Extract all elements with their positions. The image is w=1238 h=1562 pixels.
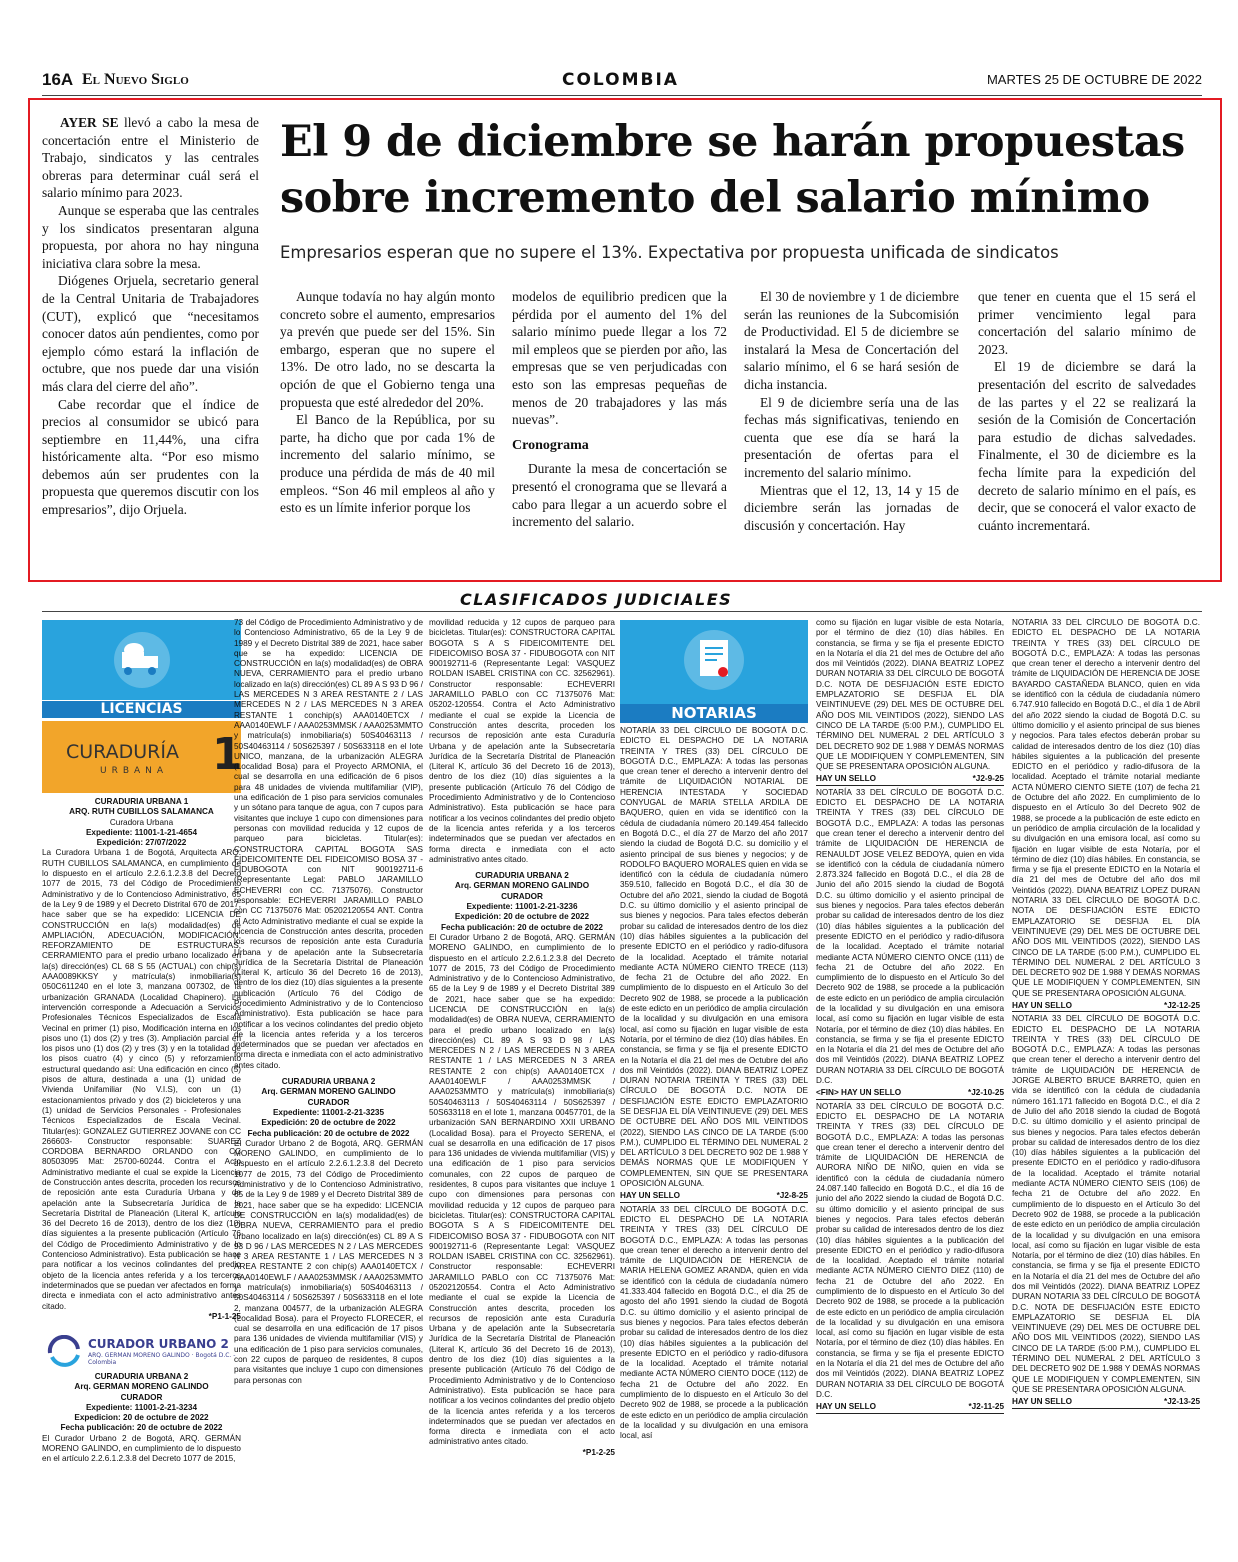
stamp-note: HAY UN SELLO — [620, 1191, 681, 1201]
stamp-note: HAY UN SELLO — [1012, 1397, 1073, 1407]
notice-heading: CURADOR — [120, 1392, 163, 1402]
licencias-label: LICENCIAS — [42, 701, 241, 718]
classified-column-6 — [1012, 618, 1200, 1522]
notice-body: El Curador Urbano 2 de Bogotá, ARQ. GERMÁN MORENO GALINDO, en cumplimiento de lo dispuesto en el artículo 2.2.6.1.2.3.8 del Decreto 1077 de 2015, 73 del Código de Procedimiento Administrativo y de lo Contencioso Administrativo, 65 de la Ley 9 de 1989 y el Decreto Distrital 389 de 2021, hace saber que se ha expedido: LICENCIA DE CONSTRUCCIÓN en la(s) modalidad(es) de OBRA NUEVA, CERRAMIENTO para el predio urbano localizado en la(s) dirección(es) CL 89 A S 93 D 96 / LAS MERCEDES N 2 / LAS MERCEDES N 3 AREA RESTANTE 1 / LAS MERCEDES N 3 AREA RESTANTE 2 con chip(s) AAA0140ETCX / AAA0140EWLF / AAA0253MMSK / AAA0253MMTO y matrícula(s) inmobiliaria(s) 50S40463113 / 50S40463114 / 50S625397 / 50S633118 en el lote 2, manzana 004577, de la urbanización ALEGRA (Localidad Bosa). para el Proyecto FLORECER, el cual se desarrolla en una edificación de 17 pisos para 136 unidades de vivienda multifamiliar (VIS) y una edificación de 1 piso para servicios comunales, con 22 cupos de parqueo de residentes, 8 cupos para visitantes que incluye 1 cupo con dimensiones para personas con — [234, 1138, 423, 1385]
stamp-note: HAY UN SELLO — [816, 774, 877, 784]
article-column-1 — [42, 114, 259, 519]
paragraph: modelos de equilibrio predicen que la pérdida por el aumento del 1% del salario mínimo puede llegar a los 72 mil empleos que se pierden por año, las empresas que se ven perjudicadas con esto son las empresas pequeñas de menos de 20 trabajadores y las más nuevas”. — [512, 289, 727, 428]
notice-code: *J2-13-25 — [1164, 1397, 1200, 1407]
notice-heading: CURADURIA URBANA 2 — [281, 1077, 376, 1087]
paragraph: El Banco de la República, por su parte, ha dicho que por cada 1% de incremento del salario mínimo, se produce una pérdida de más de 40 mil empleos. “Son 46 mil empleos al año y esto es un límite inferior porque los — [280, 412, 495, 516]
notice-body: NOTARÍA 33 DEL CÍRCULO DE BOGOTÁ D.C. EDICTO EL DESPACHO DE LA NOTARIA TREINTA Y TRES (33) DEL CÍRCULO DE BOGOTÁ D.C., EMPLAZA: A todas las personas que crean tener el derecho a intervenir dentro del trámite de LIQUIDACIÓN NOTARIAL DE HERENCIA INTESTADA Y SOCIEDAD CONYUGAL de MARIA STELLA ARDILA DE BAQUERO, quien en vida se identificó con la cédula de ciudadanía número 20.149.454 fallecido en Bogotá D.C., el día 27 de Marzo del año 2017 siendo la ciudad de Bogotá D.C. su domicilio y el asiento principal de sus bienes y negocios; y de RODOLFO BAQUERO MORALES quien en vida se identificó con la cédula de ciudadanía número 359.510, fallecido en Bogotá D.C., el día 30 de Octubre del año 2021, siendo la ciudad de Bogotá D.C. su último domicilio y el asiento principal de sus bienes y negocios. Para tales efectos deberán probar su calidad de interesados dentro de los diez (10) días hábiles siguientes a la publicación del presente EDICTO en el periódico y radio-difusora de la localidad. Aceptado el trámite notarial mediante ACTA NÚMERO CIENTO TRECE (113) de fecha 21 de Octubre del año 2022. En cumplimiento de lo dispuesto en el Artículo 3o del Decreto 902 de 1988, se procede a la publicación de este edicto en un periódico de amplia circulación de la localidad y su divulgación en una emisora local, así como su fijación en lugar visible de esta Notaría, por el término de diez (10) días hábiles. En constancia, se firma y se fija el presente EDICTO en la Notaría el día 21 del mes de Octubre del año dos mil Veintidós (2022). DIANA BEATRIZ LOPEZ DURAN NOTARIA TREINTA Y TRES (33) DEL CÍRCULO DE BOGOTÁ D.C. NOTA DE DESFIJACIÓN ESTE EDICTO EMPLAZATORIO SE DESFIJA EL DÍA VEINTINUEVE (29) DEL MES DE OCTUBRE DEL AÑO DOS MIL VEINTIDOS (2022), SIENDO LAS CINCO DE LA TARDE (5:00 P.M.), CUMPLIDO EL TÉRMINO DEL NUMERAL 2 DEL ARTÍCULO 3 DEL DECRETO 902 DE 1.988 Y DEMÁS NORMAS QUE LE MODIFIQUEN Y COMPLEMENTEN, SIN QUE SE PRESENTARA OPOSICIÓN ALGUNA. — [620, 726, 808, 1189]
notice-reference: *P1-2-25 — [582, 1447, 615, 1457]
lede-bold: AYER SE — [60, 115, 119, 130]
classified-column-1b — [42, 1372, 241, 1522]
notice-heading: Curadora Urbana — [109, 817, 174, 827]
article-column-2 — [280, 288, 495, 517]
notice-body: El Curador Urbano 2 de Bogotá, ARQ. GERMÁN MORENO GALINDO, en cumplimiento de lo dispuesto en el artículo 2.2.6.1.2.3.8 del Decreto 1077 de 2015, — [42, 1433, 241, 1464]
curador-2-logo-sub: ARQ. GERMAN MORENO GALINDO · Bogotá D.C. - Colombia — [88, 1352, 236, 1366]
paragraph: Aunque se esperaba que las centrales y los sindicatos presentaran alguna propuesta, por ahora no hay ninguna iniciativa clara sobre la mesa. — [42, 202, 259, 271]
classifieds-title: CLASIFICADOS JUDICIALES — [460, 590, 733, 609]
curaduria-1-logo-number: 1 — [212, 729, 243, 780]
curaduria-1-logo — [42, 721, 241, 793]
curaduria-1-logo-sub: URBANA — [100, 766, 169, 776]
notice-heading: CURADURIA URBANA 2 — [475, 871, 569, 881]
notice-heading: Expediente: 11001-1-21-4654 — [85, 827, 198, 837]
classified-column-5 — [816, 618, 1004, 1522]
notice-reference — [620, 1191, 808, 1202]
article-column-5 — [978, 288, 1196, 534]
notice-body: El Curador Urbano 2 de Bogotá, ARQ. GERMÁN MORENO GALINDO, en cumplimiento de lo dispuesto en el artículo 2.2.6.1.2.3.8 del Decreto 1077 de 2015, 73 del Código de Procedimiento Administrativo y de lo Contencioso Administrativo, 65 de la Ley 9 de 1989 y el Decreto Distrital 389 de 2021, hace saber que se ha expedido: LICENCIA DE CONSTRUCCIÓN en la(s) modalidad(es) de OBRA NUEVA, CERRAMIENTO para el predio urbano localizado en la(s) dirección(es) CL 89 A S 93 D 98 / LAS MERCEDES N 2 / LAS MERCEDES N 3 AREA RESTANTE 1 / LAS MERCEDES N 3 AREA RESTANTE 2 con chip(s) AAA0140ETCX / AAA0140EWLF / AAA0253MMSK / AAA0253MMTO y matrícula(s) inmobiliaria(s) 50S40463113 / 50S40463114 / 50S625397 / 50S633118 en el lote 1, manzana 00457701, de la urbanización SAN BERNARDINO XXII URBANO (Localidad Bosa). para el Proyecto SERENA, el cual se desarrolla en una edificación de 17 pisos para 136 unidades de vivienda multifamiliar (VIS) y una edificación de 1 piso para servicios comunales, con 22 cupos de parqueo de residentes, 8 cupos para visitantes que incluye 1 cupo con dimensiones para personas con movilidad reducida y 12 cupos de parqueo para bicicletas. Titular(es): CONSTRUCTORA CAPITAL BOGOTA S A S FIDEICOMITENTE DEL FIDEICOMISO BOSA 37 - FIDUBOGOTA con NIT 900192711-6 (Representante Legal: VASQUEZ ROLDAN ISABEL CRISTINA con CC. 32562961). Constructor responsable: ECHEVERRI JARAMILLO PABLO con CC 71375076 Mat: 05202120554. Contra el Acto Administrativo mediante el cual se expide la Licencia de Construcción antes descrita, proceden los recursos de reposición ante esta Curaduría Urbana y de apelación ante la Subsecretaría Jurídica de la Secretaría Distrital de Planeación (Literal K, artículo 36 del Decreto 16 de 2013), dentro de los diez (10) días siguientes a la presente publicación (Artículo 76 del Código de Procedimiento Administrativo y de lo Contencioso Administrativo). Esta publicación se hace para notificar a los vecinos colindantes del predio objeto de la licencia antes referida y a los terceros indeterminados que se puedan ver afectados en forma directa e inmediata con el acto administrativo antes citado. — [429, 932, 615, 1447]
notice-heading: Fecha publicación: 20 de octubre de 2022 — [441, 922, 603, 932]
notice-code: *J2-9-25 — [972, 774, 1004, 784]
notarias-banner — [620, 620, 808, 704]
notice-reference — [816, 1402, 1004, 1413]
classifieds-rule — [42, 611, 1202, 612]
notice-code: *J2-12-25 — [1164, 1000, 1200, 1010]
issue-date: MARTES 25 DE OCTUBRE DE 2022 — [986, 72, 1202, 87]
notice-heading: Arq. GERMAN MORENO GALINDO — [74, 1382, 209, 1392]
article-column-3 — [512, 288, 727, 531]
classified-column-4 — [620, 726, 808, 1522]
notice-reference — [1012, 1001, 1200, 1012]
masthead — [42, 70, 1202, 96]
main-article — [28, 98, 1222, 582]
classified-column-1 — [42, 797, 241, 1327]
notice-heading: Expediente: 11001-2-21-3234 — [85, 1402, 198, 1412]
paragraph: Mientras que el 12, 13, 14 y 15 de diciembre serán las jornadas de discusión y concertación. Hay — [744, 482, 959, 533]
masthead-rule — [42, 95, 1202, 96]
notice-reference — [1012, 1397, 1200, 1408]
newspaper-name: El Nuevo Siglo — [82, 71, 189, 88]
paragraph: Durante la mesa de concertación se presentó el cronograma que se llevará a cabo para llegar a un acuerdo sobre el incremento del salario. — [512, 461, 727, 530]
notice-heading: Expediente: 11001-2-21-3235 — [272, 1107, 385, 1117]
classified-column-2 — [234, 618, 423, 1522]
article-headline: El 9 de diciembre se harán propuestas sobre incremento del salario mínimo — [280, 117, 1185, 223]
stamp-note: <FIN> HAY UN SELLO — [816, 1088, 902, 1098]
notice-reference: *P1-1-25 — [208, 1311, 241, 1321]
curador-logo-icon — [44, 1335, 84, 1367]
notice-body: como su fijación en lugar visible de esta Notaría, por el término de diez (10) días hábiles. En constancia, se firma y se fija el presente EDICTO en la Notaría el día 21 del mes de Octubre del año dos mil Veintidós (2022). DIANA BEATRIZ LOPEZ DURAN NOTARIA 33 DEL CÍRCULO DE BOGOTÁ D.C. NOTA DE DESFIJACIÓN ESTE EDICTO EMPLAZATORIO SE DESFIJA EL DÍA VEINTINUEVE (29) DEL MES DE OCTUBRE DEL AÑO DOS MIL VEINTIDOS (2022), SIENDO LAS CINCO DE LA TARDE (5:00 P.M.), CUMPLIDO EL TÉRMINO DEL NUMERAL 2 DEL ARTÍCULO 3 DEL DECRETO 902 DE 1.988 Y DEMÁS NORMAS QUE LE MODIFIQUEN Y COMPLEMENTEN, SIN QUE SE PRESENTARA OPOSICIÓN ALGUNA. — [816, 618, 1004, 772]
notice-heading: Expedición: 20 de octubre de 2022 — [261, 1118, 396, 1128]
notice-heading: CURADURIA URBANA 2 — [94, 1372, 189, 1381]
notice-body: La Curadora Urbana 1 de Bogotá, Arquitecta ARQ. RUTH CUBILLOS SALAMANCA, en cumplimiento de lo dispuesto en el artículo 2.2.6.1.2.3.8 del Decreto 1077 de 2015, 73 del Código de Procedimiento Administrativo y de lo Contencioso Administrativo, 65 de la Ley 9 de 1989 y el Decreto Distrital 670 de 2017, hace saber que se ha expedido: LICENCIA DE CONSTRUCCIÓN en la(s) modalidad(es) de AMPLIACIÓN, ADECUACIÓN, MODIFICACIÓN, REFORZAMIENTO DE ESTRUCTURAS, CERRAMIENTO para el predio urbano localizado en la(s) dirección(es) CL 68 S 55 (ACTUAL) con chip(s) AAA0089KKSY y matrícula(s) inmobiliaria(s) 050C611240 en el lote 3, manzana 007302, de la urbanización GRANADA (Localidad Chapinero). La intervención corresponde a Adecuación a Servicios Profesionales Técnicos Especializados de Escala Vecinal en primer (1) piso, Modificación interna en los pisos uno (1) dos (2) y tres (3). Ampliación parcial en los pisos uno (1) dos (2) y tres (3) y en la totalidad de los pisos cuatro (4) y cinco (5) y reforzamiento estructural quedando así: Una edificación en cinco (5) pisos de altura, destinada a una (1) unidad de Vivienda Unifamiliar (No V.I.S), con un (1) estacionamientos privado y dos (2) bicicleteros y una (1) unidad de Servicios Personales - Profesionales Técnicos Especializados de Escala Vecinal. Titular(es): GONZALEZ GUTIERREZ JOVANE con CC 266603- Constructor responsable: SUAREZ CORDOBA BERNARDO ORLANDO con CC 80503095 Mat: 25700-60244. Contra el Acto Administrativo mediante el cual se expide la Licencia de Construcción antes descrita, proceden los recursos de reposición ante esta Curaduría Urbana y de apelación ante la Subsecretaría Jurídica de la Secretaría Distrital de Planeación (Literal K, artículo 36 del Decreto 16 de 2013), dentro de los diez (10) días siguientes a la presente publicación (Artículo 76 del Código de Procedimiento Administrativo y de lo Contencioso Administrativo). Esta publicación se hace para notificar a los vecinos colindantes del predio objeto de la licencia antes referida y a los terceros indeterminados que se puedan ver afectados en forma directa e inmediata con el acto administrativo antes citado. — [42, 848, 241, 1311]
page-number: 16A — [42, 70, 74, 89]
notice-code: *J2-10-25 — [968, 1088, 1004, 1098]
article-lede — [42, 114, 259, 202]
notice-body: 73 del Código de Procedimiento Administrativo y de lo Contencioso Administrativo, 65 de la Ley 9 de 1989 y el Decreto Distrital 389 de 2021, hace saber que se ha expedido: LICENCIA DE CONSTRUCCIÓN en la(s) modalidad(es) de OBRA NUEVA, CERRAMIENTO para el predio urbano localizado en la(s) dirección(es) CL 89 A S 93 D 96 / LAS MERCEDES N 3 AREA RESTANTE 2 / LAS MERCEDES N 2 / LAS MERCEDES N 3 AREA RESTANTE 1 conchip(s) AAA0140ETCX / AAA0140EWLF / AAA0253MMSK / AAA0253MMTO y matrícula(s) inmobiliaria(s) 50S40463113 / 50S40463114 / 50S625397 / 50S633118 en el lote UNICO, manzana, de la urbanización ALEGRA (Localidad Bosa) para el Proyecto ARMONIA, el cual se desarrolla en una edificación de 6 pisos para 48 unidades de vivienda multifamiliar (VIP), una edificación de 1 piso para servicios comunales y un sótano para tanque de agua, con 7 cupos para visitantes que incluye 1 cupo con dimensiones para personas con movilidad reducida y 12 cupos de parqueo para bicicletas. Titular(es): CONSTRUCTORA CAPITAL BOGOTA SAS FIDEICOMITENTE DEL FIDEICOMISO BOSA 37 - FIDUBOGOTA con NIT 900192711-6 (Representante Legal: PABLO JARAMILLO ECHEVERRI con CC. 71375076). Constructor responsable: ECHEVERRI JARAMILLO PABLO con CC 71375076 Mat: 05202120554 ANT. Contra el Acto Administrativo mediante el cual se expide la Licencia de Construcción antes descrita, proceden los recursos de reposición ante esta Curaduría Urbana y de apelación ante la Subsecretaría Jurídica de la Secretaría Distrital de Planeación (Literal K, artículo 36 del Decreto 16 de 2013), dentro de los diez (10) días siguientes a la presente publicación (Artículo 76 del Código de Procedimiento Administrativo y de lo Contencioso Administrativo). Esta publicación se hace para notificar a los vecinos colindantes del predio objeto de la licencia antes referida y a los terceros indeterminados que se puedan ver afectados en forma directa e inmediata con el acto administrativo antes citado. — [234, 618, 423, 1070]
notice-heading: Arq. GERMAN MORENO GALINDO — [454, 881, 590, 891]
article-subtitle: Cronograma — [512, 437, 589, 453]
notarias-label: NOTARIAS — [620, 704, 808, 723]
paragraph: que tener en cuenta que el 15 será el primer vencimiento legal para concertación del salario mínimo de 2023. — [978, 289, 1196, 357]
curaduria-1-logo-title: CURADURÍA — [66, 741, 179, 763]
notice-body: NOTARÍA 33 DEL CÍRCULO DE BOGOTÁ D.C. EDICTO EL DESPACHO DE LA NOTARIA TREINTA Y TRES (33) DEL CÍRCULO DE BOGOTÁ D.C., EMPLAZA: A todas las personas que crean tener el derecho a intervenir dentro del trámite de LIQUIDACIÓN DE HERENCIA de AURORA NIÑO DE NIÑO, quien en vida se identificó con la cédula de ciudadanía número 24.087.140 fallecido en Bogotá D.C., el día 16 de junio del año 2022 siendo la ciudad de Bogotá D.C. su último domicilio y el asiento principal de sus bienes y negocios. Para tales efectos deberán probar su calidad de interesados dentro de los diez (10) días hábiles siguientes a la publicación del presente EDICTO en el periódico y radio-difusora de la localidad. Aceptado el trámite notarial mediante ACTA NÚMERO CIENTO DIEZ (110) de fecha 21 de Octubre del año 2022. En cumplimiento de lo dispuesto en el Artículo 3o del Decreto 902 de 1988, se procede a la publicación de este edicto en un periódico de amplia circulación de la localidad y su divulgación en una emisora local, así como su fijación en lugar visible de esta Notaría, por el término de diez (10) días hábiles. En constancia, se firma y se fija el presente EDICTO en la Notaría el día 21 del mes de Octubre del año dos mil Veintidós (2022). DIANA BEATRIZ LOPEZ DURAN NOTARIA 33 DEL CÍRCULO DE BOGOTÁ D.C. — [816, 1101, 1004, 1399]
lede-text: llevó a cabo la mesa de concertación entre el Ministerio de Trabajo, sindicatos y las centrales obreras para determinar cuál será el salario mínimo para 2023. — [42, 115, 259, 201]
truck-icon — [42, 620, 241, 700]
notice-code: *J2-11-25 — [968, 1402, 1004, 1412]
curador-2-logo-title: CURADOR URBANO 2 — [88, 1337, 229, 1351]
stamp-note: HAY UN SELLO — [816, 1402, 877, 1412]
notice-heading: Fecha publicación: 20 de octubre de 2022 — [60, 1423, 223, 1433]
notice-heading: Expedición: 20 de octubre de 2022 — [454, 912, 590, 922]
notice-heading: CURADOR — [307, 1097, 350, 1107]
notice-heading: CURADURIA URBANA 1 — [94, 797, 189, 806]
notice-heading: Expedición: 27/07/2022 — [96, 838, 187, 848]
notice-body: NOTARÍA 33 DEL CÍRCULO DE BOGOTÁ D.C. EDICTO EL DESPACHO DE LA NOTARIA TREINTA Y TRES (33) DEL CÍRCULO DE BOGOTÁ D.C., EMPLAZA: A todas las personas que crean tener el derecho a intervenir dentro del trámite de LIQUIDACIÓN DE HERENCIA de MARIA HELENA GOMEZ ARANDA, quien en vida se identificó con la cédula de ciudadanía número 41.333.404 fallecido en Bogotá D.C., el día 25 de agosto del año 1991 siendo la ciudad de Bogotá D.C. su último domicilio y el asiento principal de sus bienes y negocios. Para tales efectos deberán probar su calidad de interesados dentro de los diez (10) días hábiles siguientes a la publicación del presente EDICTO en el periódico y radio-difusora de la localidad. Aceptado el trámite notarial mediante ACTA NÚMERO CIENTO DOCE (112) de fecha 21 de Octubre del año 2022. En cumplimiento de lo dispuesto en el Artículo 3o del Decreto 902 de 1988, se procede a la publicación de este edicto en un periódico de amplia circulación de la localidad y su divulgación en una emisora local, así — [620, 1204, 808, 1441]
paragraph: El 19 de diciembre se dará la presentación del escrito de salvedades de las partes y el 22 se realizará la sesión de la Comisión de Concertación para estudio de dichas salvedades. Finalmente, el 30 de diciembre es la fecha límite para la expedición del decreto de salario mínimo en el país, es decir, que se conocerá el valor exacto de cuánto incrementará. — [978, 359, 1196, 533]
paragraph: El 9 de diciembre sería una de las fechas más significativas, teniendo en cuenta que ese día se hará la presentación de ofertas para el incremento del salario mínimo. — [744, 394, 959, 480]
curador-urbano-2-logo — [44, 1335, 240, 1369]
paragraph: Cabe recordar que el índice de precios al consumidor se ubicó para septiembre en 11,44%, una cifra históricamente alta. “Por eso mismo debemos aún ser prudentes con la propuesta que queremos discutir con los empresarios”, dijo Orjuela. — [42, 396, 259, 518]
notice-heading: ARQ. RUTH CUBILLOS SALAMANCA — [69, 807, 214, 817]
paragraph: Diógenes Orjuela, secretario general de la Central Unitaria de Trabajadores (CUT), explicó que “necesitamos conocer datos aún pendientes, como por ejemplo cómo estará la inflación de octubre, que nos puede dar una visión más clara del cierre del año”. — [42, 273, 259, 394]
notice-body: NOTARIA 33 DEL CÍRCULO DE BOGOTÁ D.C. EDICTO EL DESPACHO DE LA NOTARIA TREINTA Y TRES (33) DEL CÍRCULO DE BOGOTÁ D.C., EMPLAZA: A todas las personas que crean tener el derecho a intervenir dentro del trámite de LIQUIDACIÓN DE HERENCIA DE JOSE BAYARDO CASTAÑEDA BLANCO, quien en vida se identificó con la cédula de ciudadanía número 6.747.910 fallecido en Bogotá D.C., el día 1 de Abril del año 2022 siendo la ciudad de Bogotá D.C. su último domicilio y el asiento principal de sus bienes y negocios. Para tales efectos deberán probar su calidad de interesados dentro de los diez (10) días hábiles siguientes a la publicación del presente EDICTO en el periódico y radio-difusora de la localidad. Aceptado el trámite notarial mediante ACTA NÚMERO CIENTO SIETE (107) de fecha 21 de Octubre del año 2022. En cumplimiento de lo dispuesto en el Artículo 3o del Decreto 902 de 1988, se procede a la publicación de este edicto en un periódico de amplia circulación de la localidad y su divulgación en una emisora local, así como su fijación en lugar visible de esta Notaría, por el término de diez (10) días hábiles. En constancia, se firma y se fija el presente EDICTO en la Notaría el día 21 del mes de Octubre del año dos mil Veintidós (2022). DIANA BEATRIZ LOPEZ DURAN NOTARIA 33 DEL CÍRCULO DE BOGOTÁ D.C. NOTA DE DESFIJACIÓN ESTE EDICTO EMPLAZATORIO SE DESFIJA EL DÍA VEINTINUEVE (29) DEL MES DE OCTUBRE DEL AÑO DOS MIL VEINTIDOS (2022), SIENDO LAS CINCO DE LA TARDE (5:00 P.M.), CUMPLIDO EL TÉRMINO DEL NUMERAL 2 DEL ARTÍCULO 3 DEL DECRETO 902 DE 1.988 Y DEMÁS NORMAS QUE LE MODIFIQUEN Y COMPLEMENTEN, SIN QUE SE PRESENTARA OPOSICIÓN ALGUNA. — [1012, 618, 1200, 998]
notice-heading: Arq. GERMAN MORENO GALINDO — [261, 1087, 396, 1097]
notice-body: NOTARIA 33 DEL CÍRCULO DE BOGOTÁ D.C. EDICTO EL DESPACHO DE LA NOTARIA TREINTA Y TRES (33) DEL CÍRCULO DE BOGOTÁ D.C., EMPLAZA: A todas las personas que crean tener el derecho a intervenir dentro del trámite de LIQUIDACIÓN DE HERENCIA de JORGE ALBERTO BRUCE BARRETO, quien en vida se identificó con la cédula de ciudadanía número 161.171 fallecido en Bogotá D.C., el día 2 de Julio del año 2018 siendo la ciudad de Bogotá D.C. su último domicilio y el asiento principal de sus bienes y negocios. Para tales efectos deberán probar su calidad de interesados dentro de los diez (10) días hábiles siguientes a la publicación del presente EDICTO en el periódico y radio-difusora de la localidad. Aceptado el trámite notarial mediante ACTA NÚMERO CIENTO SEIS (106) de fecha 21 de Octubre del año 2022. En cumplimiento de lo dispuesto en el Artículo 3o del Decreto 902 de 1988, se procede a la publicación de este edicto en un periódico de amplia circulación de la localidad y su divulgación en una emisora local, así como su fijación en lugar visible de esta Notaría, por el término de diez (10) días hábiles. En constancia, se firma y se fija el presente EDICTO en la Notaría el día 21 del mes de Octubre del año dos mil Veintidós (2022). DIANA BEATRIZ LOPEZ DURAN NOTARIA 33 DEL CÍRCULO DE BOGOTÁ D.C. NOTA DE DESFIJACIÓN ESTE EDICTO EMPLAZATORIO SE DESFIJA EL DÍA VEINTINUEVE (29) DEL MES DE OCTUBRE DEL AÑO DOS MIL VEINTIDOS (2022), SIENDO LAS CINCO DE LA TARDE (5:00 P.M.), CUMPLIDO EL TÉRMINO DEL NUMERAL 2 DEL ARTÍCULO 3 DEL DECRETO 902 DE 1.988 Y DEMÁS NORMAS QUE LE MODIFIQUEN Y COMPLEMENTEN, SIN QUE SE PRESENTARA OPOSICIÓN ALGUNA. — [1012, 1014, 1200, 1394]
notice-body: movilidad reducida y 12 cupos de parqueo para bicicletas. Titular(es): CONSTRUCTORA CAPITAL BOGOTA S A S FIDEICOMITENTE DEL FIDEICOMISO BOSA 37 - FIDUBOGOTA con NIT 900192711-6 (Representante Legal: VASQUEZ ROLDAN ISABEL CRISTINA con CC. 32562961). Constructor responsable: ECHEVERRI JARAMILLO PABLO con CC 71375076 Mat: 05202-120554. Contra el Acto Administrativo mediante el cual se expide la Licencia de Construcción antes descrita, proceden los recursos de reposición ante esta Curaduría Urbana y de apelación ante la Subsecretaría Jurídica de la Secretaría Distrital de Planeación (Literal K, artículo 36 del Decreto 16 de 2013), dentro de los diez (10) días siguientes a la presente publicación (Artículo 76 del Código de Procedimiento Administrativo y de lo Contencioso Administrativo). Esta publicación se hace para notificar a los vecinos colindantes del predio objeto de la licencia antes referida y a los terceros indeterminados que se puedan ver afectados en forma directa e inmediata con el acto administrativo antes citado. — [429, 618, 615, 864]
notice-reference — [816, 774, 1004, 785]
paragraph: El 30 de noviembre y 1 de diciembre serán las reuniones de la Subcomisión de Productividad. El 5 de diciembre se instalará la Mesa de Concertación del salario mínimo, el 6 se hará sesión de dicha instancia. — [744, 289, 959, 392]
section-name: COLOMBIA — [562, 70, 679, 90]
notice-heading: Expedicion: 20 de octubre de 2022 — [74, 1413, 209, 1423]
article-subhead: Empresarios esperan que no supere el 13%. Expectativa por propuesta unificada de sindicatos — [280, 243, 1059, 262]
article-column-4 — [744, 288, 959, 534]
licencias-banner — [42, 620, 241, 700]
notice-heading: Fecha publicación: 20 de octubre de 2022 — [247, 1128, 410, 1138]
classified-column-3 — [429, 618, 615, 1522]
notice-code: *J2-8-25 — [776, 1191, 808, 1201]
document-seal-icon — [620, 620, 808, 704]
notice-heading: Expediente: 11001-2-21-3236 — [466, 902, 578, 912]
notice-reference — [816, 1088, 1004, 1099]
notice-heading: CURADOR — [501, 891, 543, 901]
stamp-note: HAY UN SELLO — [1012, 1000, 1073, 1010]
paragraph: Aunque todavía no hay algún monto concreto sobre el aumento, empresarios ya prevén que puede ser del 15%. Sin embargo, esperan que no supere el 13%. De otro lado, no se descarta la opción de que el Gobierno tenga una propuesta que esté alrededor del 20%. — [280, 289, 495, 410]
notice-body: NOTARÍA 33 DEL CÍRCULO DE BOGOTÁ D.C. EDICTO EL DESPACHO DE LA NOTARIA TREINTA Y TRES (33) DEL CÍRCULO DE BOGOTÁ D.C., EMPLAZA: A todas las personas que crean tener el derecho a intervenir dentro del trámite de LIQUIDACIÓN DE HERENCIA de RENAULDT JOSE VELEZ BEDOYA, quien en vida se identificó con la cédula de ciudadanía número 2.873.324 fallecido en Bogotá D.C., el día 28 de Junio del año 2015 siendo la ciudad de Bogotá D.C. su último domicilio y el asiento principal de sus bienes y negocios. Para tales efectos deberán probar su calidad de interesados dentro de los diez (10) días hábiles siguientes a la publicación del presente EDICTO en el periódico y radio-difusora de la localidad. Aceptado el trámite notarial mediante ACTA NÚMERO CIENTO ONCE (111) de fecha 21 de Octubre del año 2022. En cumplimiento de lo dispuesto en el Artículo 3o del Decreto 902 de 1988, se procede a la publicación de este edicto en un periódico de amplia circulación de la localidad y su divulgación en una emisora local, así como su fijación en lugar visible de esta Notaría, por el término de diez (10) días hábiles. En constancia, se firma y se fija el presente EDICTO en la Notaría el día 21 del mes de Octubre del año dos mil Veintidós (2022). DIANA BEATRIZ LOPEZ DURAN NOTARIA 33 DEL CÍRCULO DE BOGOTÁ D.C. — [816, 787, 1004, 1086]
